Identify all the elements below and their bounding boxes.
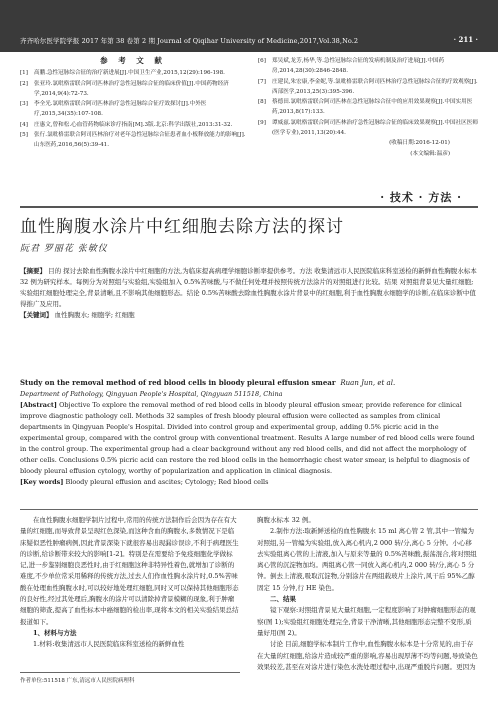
english-abstract-text: Objective To explore the removal method of red blood cells in bloody pleural effusion smear, provide reference for clinical improve diagnostic pathology cell. Methods 32 samples of fresh bloody pleural effusion were collected as samples from clinical departments in Qingyuan People's Hospital. Divided into control group and experimental group, adding 0.5% picric acid in the experimental group, compared with the control group with conventional treatment. Results A large number of red blood cells were found in the control group. The experimental group had a clear background without any red blood cells, and did not affect the morphology of other cells. Conclusions 0.5% picric acid can restore the red blood cells in the hemorrhagic chest water smear, is helpful to diagnosis of bloody pleural effusion cytology, worthy of popularization and application in clinical diagnosis. — [20, 401, 475, 475]
reference-item: [3] 李全光.氯吡格雷联合阿司匹林治疗急性冠脉综合征疗效探讨[J].中外医疗,2015,34(35):107-108. — [20, 101, 207, 118]
english-abstract-label: [Abstract] — [20, 401, 57, 409]
reference-item: [8] 蔡德田.氯吡格雷联合阿司匹林在急性冠脉综合征中的应用效果观察[J].中国实用医药,2013,8(17):133. — [258, 99, 473, 116]
journal-header — [0, 0, 498, 52]
english-title: Study on the removal method of red blood cells in bloody pleural effusion smear Ruan Jun, et al. — [20, 378, 396, 387]
reference-item: [1] 高鹏.急性冠脉综合征的治疗新进展[J].中国卫生产业,2015,12(29):196-198. — [20, 70, 225, 77]
reference-item: [5] 张行.氯吡格雷联合阿司匹林治疗对老年急性冠脉综合征患者血小板释放能力的影响[J].山东医药,2016,56(5):39-41. — [20, 132, 246, 149]
section-label: · 技术 · 方法 · — [380, 191, 462, 204]
abstract-label: 【摘要】 — [20, 267, 46, 275]
discussion-paragraph: 讨论 目前,细胞学标本制片工作中,血性胸腹水标本是十分常见的,由于存在大量的红细胞,给涂片造成较严重的影响,容易出现厚薄不均等问题,导致染色效果较差,甚至在对涂片进行染色水洗处理过程中,出现严重脱片问题。更因为 — [257, 640, 478, 671]
english-keywords: [Key words] Bloody pleural effusion and ascites; Cytology; Red blood cells — [20, 478, 269, 486]
reference-item: [6] 郑吴斌,龙芳,杨华,等.急性冠脉综合征的发病机制及治疗进展[J].中国药房,2014,28(30):2846-2848. — [258, 58, 445, 75]
reference-item: [9] 谭威兹.氯吡格雷联合阿司匹林治疗急性冠脉综合征的临床效果观察[J].中国社区医师(医学专业),2011,13(20):44. — [258, 119, 478, 137]
method-paragraph: 2.制作方法:取新鲜送检的血性胸腹水 15 ml 离心管 2 管,其中一管编为对照组,另一管编为实验组,放入离心机内,2 000 转/分,离心 5 分钟。小心移去实验组离心管的上清液,加入与原来等量的 0.5%苦味酸,振荡混合,将对照组离心管的沉淀物加均。两组离心管一同放入离心机内,2 000 转/分,离心 5 分钟。倒去上清液,吸取沉淀物,分别涂片在两组载玻片上涂片,风干后 95%乙醇固定 15 分钟,行 HE 染色。 — [257, 527, 477, 592]
page-number: · 211 · — [453, 35, 478, 44]
results-heading: 二、结果 — [270, 595, 296, 604]
article-title: 血性胸腹水涂片中红细胞去除方法的探讨 — [20, 217, 344, 237]
intro-paragraph: 在血性胸腹水细胞学制片过程中,常用的传统方法制作后会因为存在有大量的红细胞,而导致背景呈现红色深染,而这种含血的胸腹水,多数情况下是临床疑似恶性肿瘤病例,因此背景深染下就很容易出现漏诊误诊,不利于病理医生的诊断,给诊断带来较大的影响[1-2]。特别是在需要给予免疫细胞化学做标记,进一步鉴别细胞良恶性时,由于红细胞这种非特异性着色,就增加了诊断的难度,不少单位常采用稀释的传统方法,过去人们作血性胸水涂片时,0.5%苦味酸在处理血性胸腹水时,可以较好地处理红细胞,同时又可以保持其他细胞形态的良好性,经过其处理后,胸腹水的涂片可以清除掉背景模糊的现象,利于肿瘤细胞的筛查,提高了血性标本中癌细胞的检出率,现将本文的相关实验结果总结报道如下。 — [20, 516, 239, 626]
materials-continued: 胸腹水标本 32 例。 — [257, 516, 315, 524]
reference-item: [7] 庄建民,朱宏康,李金妮,等.氯吡格雷联合阿司匹林治疗急性冠脉综合征的疗效观察[J].西部医学,2013,25(3):395-396. — [258, 78, 478, 95]
author-affiliation-footnote: 作者单位:511518 广东,清远市人民医院病理科 — [20, 672, 240, 684]
chinese-abstract — [20, 266, 478, 321]
methods-heading: 1、材料与方法 — [33, 628, 77, 637]
abstract-text: 目的 探讨去除血性胸腹水涂片中红细胞的方法,为临床提高病理学细胞诊断率提供参考。方法 收集清远市人民医院临床科室送检的新鲜血性胸腹水标本 32 例为研究样本。每例分为对照组与实验组,实验组加入 0.5%苦味酸,与不做任何处理并按照传统方法涂片的对照组进行比较。结果 对照组背景见大量红细胞;实验组红细胞处理完全,背景清晰,且不影响其他细胞形态。结论 0.5%苦味酸去除血性胸腹水涂片背景中的红细胞,利于血性胸腹水细胞学的诊断,在临床诊断中值得推广及应用。 — [20, 267, 477, 308]
results-paragraph: 镜下观察:对照组背景见大量红细胞,一定程度影响了对肿瘤细胞形态的观察(图 1);实验组红细胞处理完全,背景干净清晰,其他细胞形态完整不变形,质量好用(图 2)。 — [257, 606, 476, 637]
abstract-divider — [20, 509, 478, 510]
english-abstract — [20, 400, 478, 488]
references-left — [20, 56, 246, 151]
editor-note: (本文编辑:温彦) — [410, 150, 450, 157]
references-title: 参 考 文 献 — [100, 56, 166, 65]
reference-item: [2] 张亚玲.氯吡格雷联合阿司匹林治疗急性冠脉综合征的临床价值[J].中国药物经济学,2014,9(4):72-73. — [20, 80, 229, 97]
body-left-column — [20, 515, 240, 651]
reference-item: [4] 庄惠文,曾和松.心血管药物临床诊疗指南[M].3版.北京:科学出版社,2013:31-32. — [20, 121, 233, 128]
chinese-keywords: 【关键词】 血性胸腹水; 细胞学; 红细胞 — [20, 311, 135, 319]
received-date: (收稿日期:2016-12-01) — [389, 140, 450, 147]
references-right — [258, 56, 480, 159]
body-right-column — [257, 515, 478, 673]
article-authors: 阮君 罗丽花 张敏仪 — [20, 244, 108, 254]
english-authors: Ruan Jun, et al. — [340, 379, 396, 387]
section-divider — [20, 206, 478, 208]
english-affiliation: Department of Pathology, Qingyuan People's Hospital, Qingyuan 511518, China — [20, 390, 283, 398]
materials-paragraph: 1.材料:收集清远市人民医院临床科室送检的新鲜血性 — [33, 640, 185, 649]
journal-citation: 齐齐哈尔医学院学报 2017 年第 38 卷第 2 期 Journal of Qiqihar University of Medicine,2017,Vol.38,No.2 — [20, 37, 359, 45]
